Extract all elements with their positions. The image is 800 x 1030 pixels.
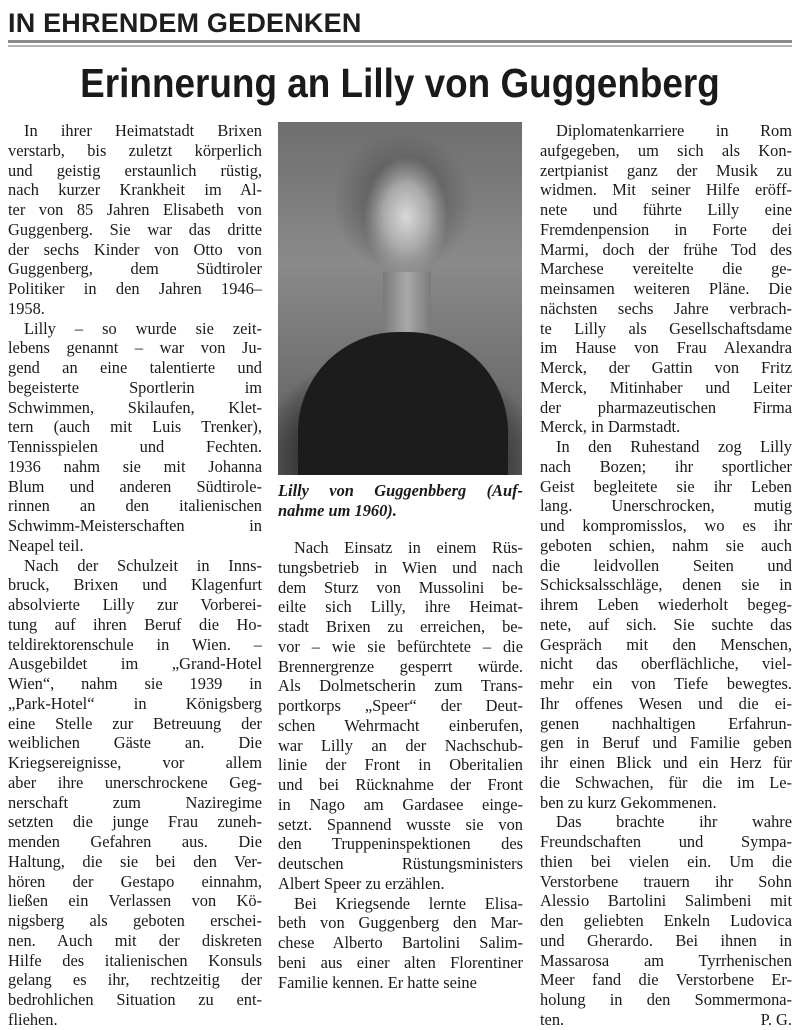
paragraph (540, 121, 792, 437)
paragraph (8, 319, 262, 556)
text-line: den geliebten Enkeln Ludovica (540, 911, 792, 930)
text-line: rinnen an den italienischen (8, 496, 262, 516)
photo-dress-shape (298, 332, 508, 475)
text-line: absolvierte Lilly zur Vorberei- (8, 595, 262, 614)
text-line: nigsberg als geboten erschei- (8, 911, 262, 930)
text-line: nerschaft zum Naziregime (8, 792, 262, 812)
text-line: te Lilly als Gesellschaftsdame (540, 318, 792, 338)
text-line: genen nachhaltigen Erfahrun- (540, 713, 792, 733)
text-line: nete, auf sich. Sie suchte das (540, 614, 792, 634)
text-line: Diplomatenkarriere in Rom (556, 121, 792, 140)
text-line: Lilly – so wurde sie zeit- (24, 318, 262, 338)
text-line: Gespräch mit den Menschen, (540, 634, 792, 654)
text-line: In den Ruhestand zog Lilly (556, 437, 792, 456)
text-line: Haltung, die sie bei den Ver- (8, 851, 262, 871)
text-line: nächsten sechs Jahre verbrach- (540, 298, 792, 318)
text-line: Politiker in den Jahren 1946– (8, 279, 262, 298)
text-fragment: P. G. (760, 1009, 792, 1029)
text-line: gend an eine talentierte und (8, 358, 262, 377)
text-line: nete und führte Lilly eine (540, 200, 792, 219)
text-line: Merck, der Gattin von Fritz (540, 358, 792, 377)
text-line: Brennergrenze gesperrt würde. (278, 656, 523, 676)
text-line: Guggenberg, dem Südtiroler (8, 259, 262, 279)
paragraph (278, 538, 523, 894)
text-line: 1958. (8, 298, 45, 318)
text-line: die leidvollen Seiten und (540, 555, 792, 575)
text-line: Geist begleitete sie ihr Leben (540, 476, 792, 496)
text-line: nen. Auch mit der diskreten (8, 930, 262, 950)
text-line: Freundschaften und Sympa- (540, 832, 792, 851)
text-line: holung in den Sommermona- (540, 990, 792, 1009)
caption-line: Lilly von Guggenbberg (Auf- (278, 481, 523, 500)
text-line: Bei Kriegsende lernte Elisa- (294, 893, 523, 913)
text-line: der sechs Kinder von Otto von (8, 239, 262, 259)
text-line: deutschen Rüstungsministers (278, 854, 523, 873)
text-line: eilte sich Lilly, ihre Heimat- (278, 597, 523, 617)
text-line: Kriegsereignisse, vor allem (8, 753, 262, 772)
divider (8, 45, 792, 47)
text-line: und kompromisslos, wo es ihr (540, 516, 792, 535)
text-line: Merck, Mitinhaber und Leiter (540, 377, 792, 397)
text-line: aufgegeben, um sich als Kon- (540, 140, 792, 160)
text-line: „Park-Hotel“ in Königsberg (8, 693, 262, 713)
text-line: Schwimm-Meisterschaften in (8, 516, 262, 535)
text-line: vor – wie sie befürchtete – die (278, 636, 523, 656)
divider (8, 40, 792, 43)
text-fragment: ten. (540, 1009, 565, 1029)
text-line: begeisterte Sportlerin im (8, 377, 262, 397)
text-line: beni aus einer alten Florentiner (278, 952, 523, 972)
text-line: lang. Unerschrocken, mutig (540, 496, 792, 516)
text-line: fliehen. (8, 1009, 58, 1029)
text-line: und bei Rücknahme der Front (278, 775, 523, 794)
text-line: mehr ein von Tiefe bewegtes. (540, 674, 792, 693)
text-line: Familie kennen. Er hatte seine (278, 972, 477, 992)
text-line: Guggenberg. Sie war das dritte (8, 219, 262, 239)
caption-line: nahme um 1960). (278, 500, 397, 520)
text-line: Das brachte ihr wahre (556, 812, 792, 832)
text-line: chese Alberto Bartolini Salim- (278, 933, 523, 952)
photo-caption (278, 481, 523, 520)
text-line: hören der Gestapo einnahm, (8, 871, 262, 891)
paragraph (540, 437, 792, 812)
text-line: Fremdenpension in Forte dei (540, 219, 792, 239)
article-headline: Erinnerung an Lilly von Guggenberg (80, 60, 720, 106)
text-line: tung auf ihren Beruf die Ho- (8, 614, 262, 634)
text-line: Als Dolmetscherin zum Trans- (278, 676, 523, 696)
text-line: Tennisspielen und Fechten. (8, 437, 262, 456)
text-line: Albert Speer zu erzählen. (278, 873, 445, 893)
text-line: war Lilly an der Nachschub- (278, 735, 523, 755)
text-line: widmen. Mit seiner Hilfe eröff- (540, 180, 792, 200)
text-line: In ihrer Heimatstadt Brixen (24, 121, 262, 140)
text-line: nach Bozen; ihr sportlicher (540, 456, 792, 476)
article-column-1 (8, 121, 262, 1030)
text-line: lebens genannt – war von Ju- (8, 338, 262, 358)
text-line: gen in Beruf und Familie geben (540, 733, 792, 753)
text-line: Merck, in Darmstadt. (540, 417, 681, 437)
text-line: Schicksalsschläge, denen sie in (540, 575, 792, 595)
text-line: verstarb, bis zuletzt körperlich (8, 140, 262, 160)
text-line: ließen ein Verlassen von Kö- (8, 891, 262, 911)
article-column-3 (540, 121, 792, 1030)
text-line: Hilfe des italienischen Konsuls (8, 950, 262, 970)
text-line: beth von Guggenberg den Mar- (278, 913, 523, 933)
text-line: die Schwachen, für die im Le- (540, 772, 792, 792)
text-line: Ihr offenes Wesen und die ei- (540, 693, 792, 713)
text-line: ter von 85 Jahren Elisabeth von (8, 200, 262, 219)
portrait-photo (278, 122, 522, 475)
text-line: bedrohlichen Situation zu ent- (8, 990, 262, 1009)
text-line: und geistig erstaunlich rüstig, (8, 160, 262, 180)
paragraph (8, 556, 262, 1030)
text-line: tern (auch mit Luis Trenker), (8, 417, 262, 437)
paragraph (278, 894, 523, 993)
text-line: in Nago am Gardasee einge- (278, 794, 523, 814)
text-line: Neapel teil. (8, 535, 84, 555)
text-line: Blum und anderen Südtirole- (8, 476, 262, 496)
text-line: stadt Brixen zu erreichen, be- (278, 617, 523, 636)
text-line: Nach der Schulzeit in Inns- (24, 555, 262, 575)
text-line: Ausgebildet im „Grand-Hotel (8, 654, 262, 674)
text-line: bruck, Brixen und Klagenfurt (8, 575, 262, 595)
text-line: Wien“, nahm sie 1939 in (8, 674, 262, 693)
text-line (540, 1010, 792, 1030)
text-line: Marchese vereitelte die ge- (540, 259, 792, 279)
text-line: Verstorbene trauern ihr Sohn (540, 871, 792, 891)
text-line: linie der Front in Oberitalien (278, 755, 523, 775)
text-line: ihrem Leben wiederholt begeg- (540, 595, 792, 614)
text-line: Alessio Bartolini Salimbeni mit (540, 891, 792, 911)
text-line: und Gherardo. Bei ihnen in (540, 930, 792, 950)
text-line: zertpianist ganz der Musik zu (540, 160, 792, 180)
text-line: thien bei vielen ein. Um die (540, 851, 792, 871)
text-line: ihr einen Blick und ein Herz für (540, 753, 792, 772)
text-line: setzten die junge Frau zuneh- (8, 812, 262, 832)
text-line: im Hause von Frau Alexandra (540, 338, 792, 358)
text-line: Marmi, doch der frühe Tod des (540, 239, 792, 259)
text-line: ben zu kurz Gekommenen. (540, 792, 717, 812)
text-line: Schwimmen, Skilaufen, Klet- (8, 397, 262, 417)
text-line: der pharmazeutischen Firma (540, 397, 792, 417)
text-line: schen Wehrmacht einberufen, (278, 715, 523, 735)
text-line: eine Stelle zur Betreuung der (8, 713, 262, 733)
text-line: teldirektorenschule in Wien. – (8, 634, 262, 654)
text-line: Massarosa am Tyrrhenischen (540, 950, 792, 970)
text-line: den Truppeninspektionen des (278, 834, 523, 854)
text-line: menden Gefahren aus. Die (8, 832, 262, 851)
text-line: nach kurzer Krankheit im Al- (8, 180, 262, 200)
paragraph (540, 812, 792, 1029)
text-line: setzt. Spannend wusste sie von (278, 814, 523, 834)
article-column-2 (278, 538, 523, 992)
text-line: 1936 nahm sie mit Johanna (8, 456, 262, 476)
text-line: gelang es ihr, rechtzeitig der (8, 970, 262, 990)
text-line: geboten schien, nahm sie auch (540, 535, 792, 555)
text-line: portkorps „Speer“ der Deut- (278, 696, 523, 715)
text-line: Nach Einsatz in einem Rüs- (294, 538, 523, 557)
text-line: tungsbetrieb in Wien und nach (278, 557, 523, 577)
text-line: nicht das oberflächliche, viel- (540, 654, 792, 674)
text-line: Meer fand die Verstorbene Er- (540, 970, 792, 990)
text-line: dem Sturz von Mussolini be- (278, 577, 523, 597)
section-rubric: IN EHRENDEM GEDENKEN (8, 8, 362, 38)
text-line: aber ihre unerschrockene Geg- (8, 772, 262, 792)
text-line: weiblichen Gäste an. Die (8, 733, 262, 753)
text-line: meinsamen weiteren Pläne. Die (540, 279, 792, 298)
paragraph (8, 121, 262, 319)
